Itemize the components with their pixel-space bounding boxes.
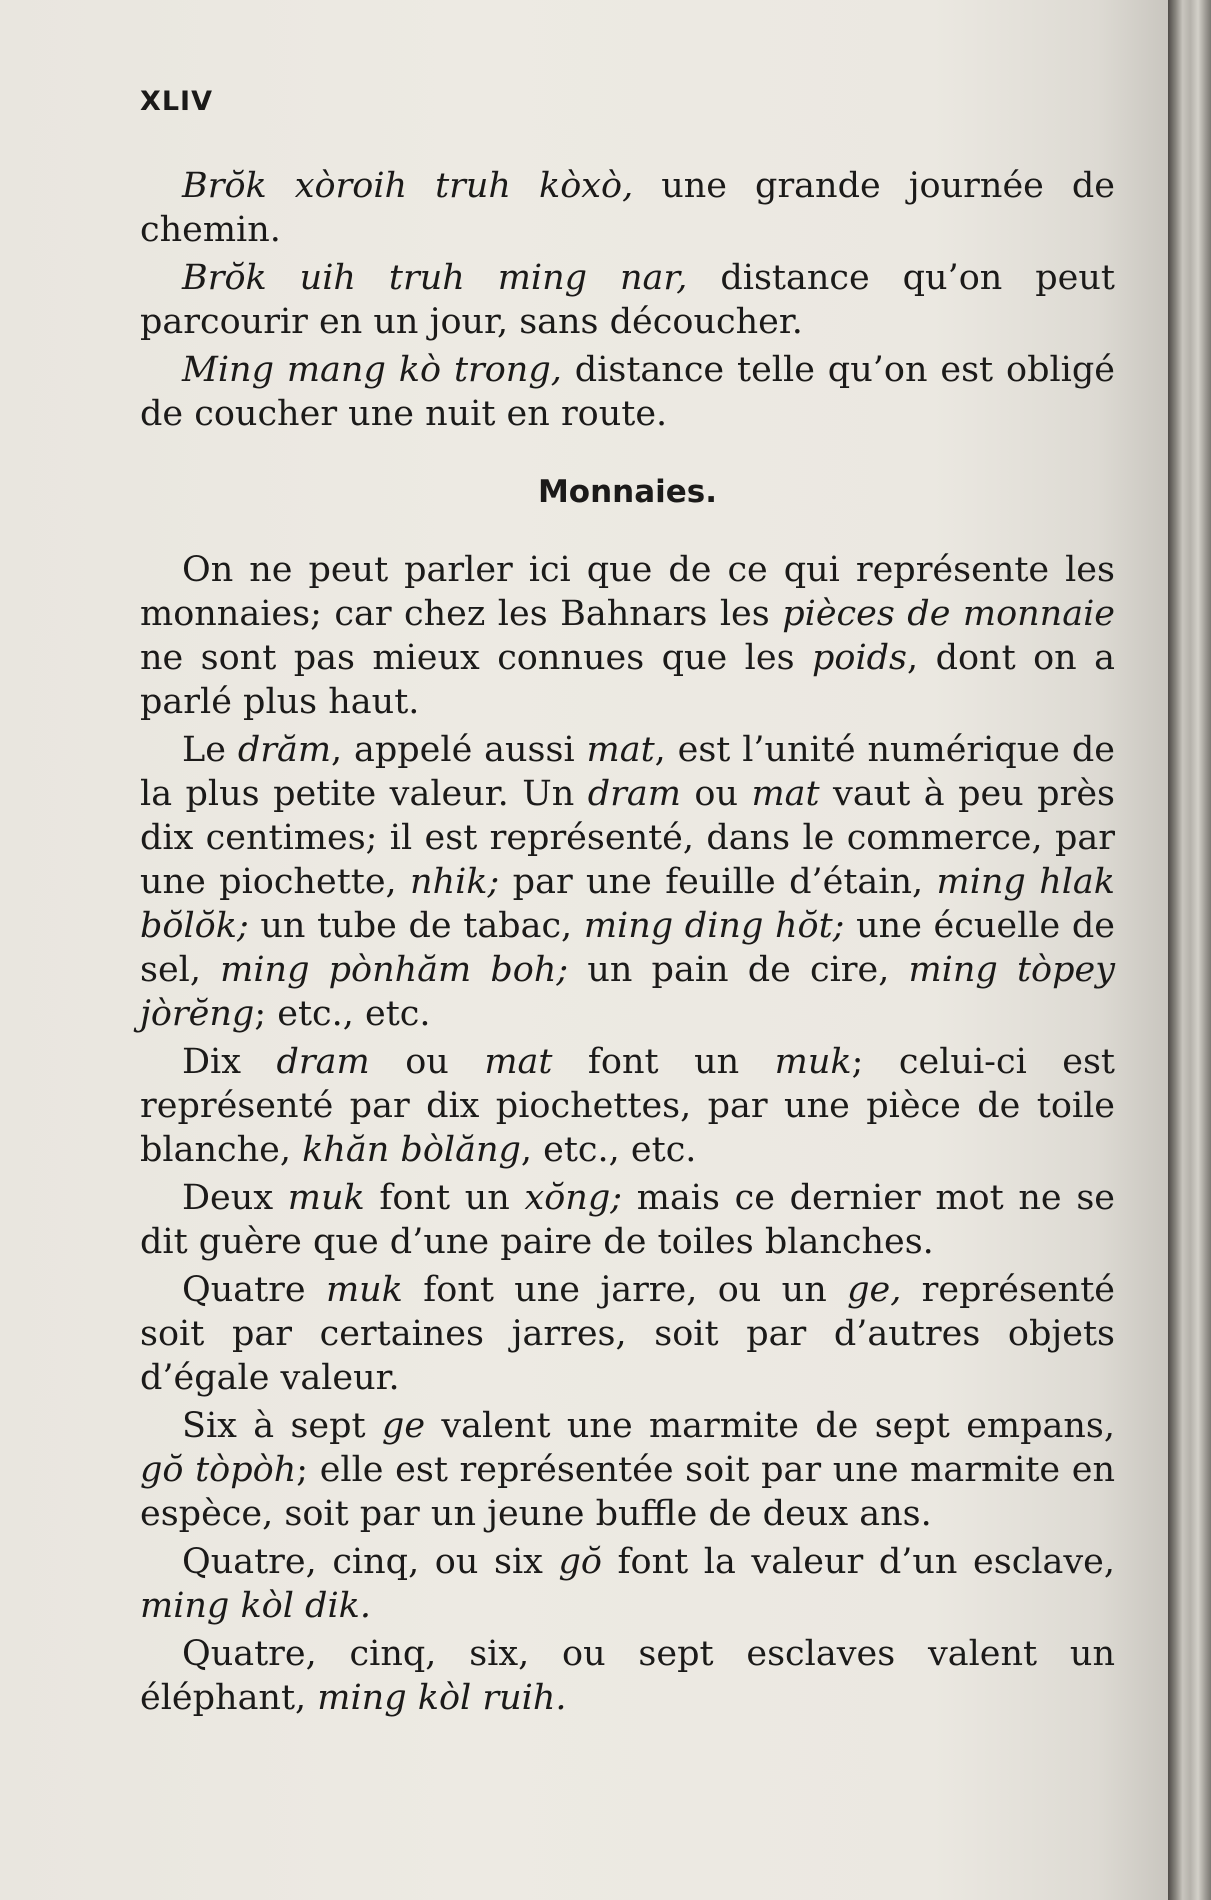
italic-term: ming ding hŏt;	[583, 906, 845, 946]
paragraph-marmite	[140, 1404, 1115, 1536]
text: , appelé aussi	[331, 730, 587, 770]
italic-term: ge,	[847, 1270, 902, 1310]
paragraph-intro	[140, 548, 1115, 724]
text: Six à sept	[182, 1406, 382, 1446]
italic-term: muk	[774, 1042, 852, 1082]
text: font un	[552, 1042, 775, 1082]
text: ; etc., etc.	[254, 994, 431, 1034]
italic-term: drăm	[237, 730, 332, 770]
italic-term: nhik;	[410, 862, 500, 902]
definition: distance qu’on peut parcourir en un jour, sans découcher.	[140, 258, 1115, 342]
text: Dix	[182, 1042, 277, 1082]
text: un pain de cire,	[568, 950, 909, 990]
italic-term: ming hlak bŏlŏk;	[140, 862, 1116, 946]
section-heading: Monnaies.	[537, 474, 718, 510]
text: un tube de tabac,	[248, 906, 584, 946]
text: valent une marmite de sept empans,	[425, 1406, 1115, 1446]
text: mais ce dernier mot ne se dit guère que d’une paire de toiles blanches.	[140, 1178, 1116, 1262]
italic-term: mat	[484, 1042, 553, 1082]
text: Quatre, cinq, ou six	[182, 1542, 559, 1582]
text: ; elle est représentée soit par une marmite en espèce, soit par un jeune buffle de deux ans.	[140, 1450, 1116, 1534]
text: , est l’unité numérique de la plus petite valeur. Un	[140, 730, 1115, 814]
term: Brŏk xòroih truh kòxò,	[182, 166, 634, 206]
italic-term: muk	[287, 1178, 365, 1218]
paragraph-esclave	[140, 1540, 1115, 1628]
italic-term: ming tòpey jòrĕng	[140, 950, 1115, 1034]
italic-term: khăn bòlăng	[302, 1130, 521, 1170]
text: représenté soit par certaines jarres, soit par d’autres objets d’égale valeur.	[140, 1270, 1115, 1398]
paragraph-xong	[140, 1176, 1115, 1264]
italic-term: ming kòl dik.	[140, 1586, 371, 1626]
italic-term: mat	[586, 730, 655, 770]
italic-term: xŏng;	[524, 1178, 623, 1218]
italic-term: pièces de monnaie	[782, 594, 1115, 634]
italic-term: ming pònhăm boh;	[220, 950, 569, 990]
text: une écuelle de sel,	[140, 906, 1115, 990]
page-number: XLIV	[140, 86, 213, 117]
text: font la valeur d’un esclave,	[601, 1542, 1115, 1582]
italic-term: gŏ	[558, 1542, 602, 1582]
text: , dont on a parlé plus haut.	[140, 638, 1115, 722]
text: , etc., etc.	[520, 1130, 697, 1170]
paragraph-muk	[140, 1040, 1115, 1172]
text: font une jarre, ou un	[402, 1270, 848, 1310]
paragraph-brok-xoroih	[140, 164, 1115, 252]
italic-term: dram	[276, 1042, 370, 1082]
text: ; celui-ci est représenté par dix piochettes, par une pièce de toile blanche,	[140, 1042, 1115, 1170]
paragraph-ming-mang	[140, 348, 1115, 436]
page-text	[140, 80, 1115, 1724]
italic-term: poids	[811, 638, 908, 678]
italic-term: mat	[751, 774, 820, 814]
text: Quatre, cinq, six, ou sept esclaves valent un éléphant,	[140, 1634, 1115, 1718]
italic-term: ming kòl ruih.	[317, 1678, 567, 1718]
book-gutter-edge	[1168, 0, 1211, 1900]
text: Deux	[182, 1178, 288, 1218]
term: Ming mang kò trong,	[182, 350, 562, 390]
text: vaut à peu près dix centimes; il est représenté, dans le commerce, par une piochette,	[140, 774, 1115, 902]
text: ne sont pas mieux connues que les	[140, 638, 812, 678]
paragraph-ge	[140, 1268, 1115, 1400]
italic-term: muk	[325, 1270, 403, 1310]
text: Quatre	[182, 1270, 326, 1310]
text: ou	[680, 774, 752, 814]
paragraph-elephant	[140, 1632, 1115, 1720]
paragraph-dram	[140, 728, 1115, 1036]
text: font un	[364, 1178, 525, 1218]
italic-term: ge	[381, 1406, 426, 1446]
paragraph-brok-uih	[140, 256, 1115, 344]
text: Le	[182, 730, 238, 770]
italic-term: dram	[587, 774, 681, 814]
definition: distance telle qu’on est obligé de coucher une nuit en route.	[140, 350, 1115, 434]
text: ou	[369, 1042, 485, 1082]
text: par une feuille d’étain,	[499, 862, 937, 902]
definition: une grande journée de chemin.	[140, 166, 1115, 250]
italic-term: gŏ tòpòh	[140, 1450, 297, 1490]
term: Brŏk uih truh ming nar,	[182, 258, 688, 298]
text: On ne peut parler ici que de ce qui représente les monnaies; car chez les Bahnars les	[140, 550, 1115, 634]
